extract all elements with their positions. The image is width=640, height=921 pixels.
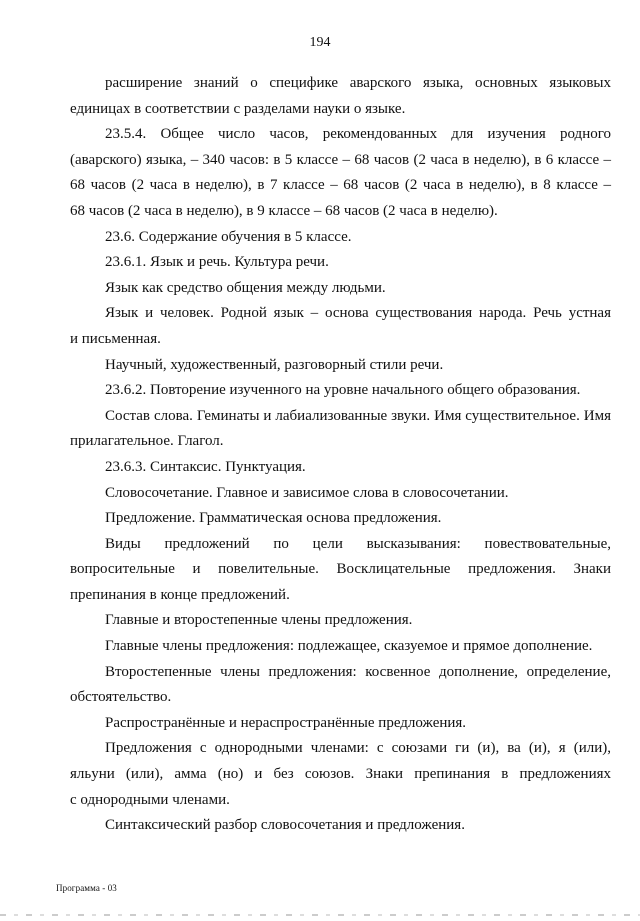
text-line: расширение знаний о специфике аварского языка, основных языковых <box>105 75 611 91</box>
text-line: единицах в соответствии с разделами науки о языке. <box>70 100 406 117</box>
text-line: Виды предложений по цели высказывания: повествовательные, <box>105 535 611 552</box>
text-line: Второстепенные члены предложения: косвенное дополнение, определение, <box>105 663 611 680</box>
text-line: Главные члены предложения: подлежащее, сказуемое и прямое дополнение. <box>105 638 593 655</box>
text-line: Словосочетание. Главное и зависимое слова в словосочетании. <box>105 484 509 501</box>
text-line: 23.6.2. Повторение изученного на уровне начального общего образования. <box>105 382 581 399</box>
text-line: Главные и второстепенные члены предложения. <box>105 612 413 629</box>
text-line: яльуни (или), амма (но) и без союзов. Знаки препинания в предложениях <box>70 766 611 783</box>
text-line: 23.6. Содержание обучения в 5 классе. <box>105 228 352 245</box>
text-line: 23.5.4. Общее число часов, рекомендованных для изучения родного <box>105 126 611 143</box>
scan-artifact <box>0 914 640 916</box>
page-number: 194 <box>309 35 331 50</box>
text-line: Состав слова. Геминаты и лабиализованные звуки. Имя существительное. Имя <box>105 407 611 424</box>
text-line: вопросительные и повелительные. Восклицательные предложения. Знаки <box>70 561 611 578</box>
text-line: обстоятельство. <box>70 689 172 706</box>
text-line: 23.6.3. Синтаксис. Пунктуация. <box>105 458 306 475</box>
text-line: Язык и человек. Родной язык – основа существования народа. Речь устная <box>105 305 611 322</box>
text-line: Предложение. Грамматическая основа предложения. <box>105 510 442 527</box>
text-line: 68 часов (2 часа в неделю), в 9 классе – 68 часов (2 часа в неделю). <box>70 202 498 219</box>
text-line: Предложения с однородными членами: с союзами ги (и), ва (и), я (или), <box>105 740 611 757</box>
footer-label: Программа - 03 <box>56 883 117 893</box>
text-line: 23.6.1. Язык и речь. Культура речи. <box>105 254 329 271</box>
text-line: 68 часов (2 часа в неделю), в 7 классе – 68 часов (2 часа в неделю), в 8 классе – <box>70 177 611 194</box>
text-line: Научный, художественный, разговорный стили речи. <box>105 356 444 373</box>
text-line: Распространённые и нераспространённые предложения. <box>105 714 467 731</box>
text-line: и письменная. <box>70 330 161 347</box>
text-line: (аварского) языка, – 340 часов: в 5 классе – 68 часов (2 часа в неделю), в 6 классе – <box>70 151 611 168</box>
text-line: препинания в конце предложений. <box>70 586 290 603</box>
text-line: Синтаксический разбор словосочетания и предложения. <box>105 817 465 834</box>
text-line: Язык как средство общения между людьми. <box>105 279 386 296</box>
text-line: прилагательное. Глагол. <box>70 433 224 450</box>
document-body <box>70 71 611 839</box>
text-line: с однородными членами. <box>70 791 230 808</box>
